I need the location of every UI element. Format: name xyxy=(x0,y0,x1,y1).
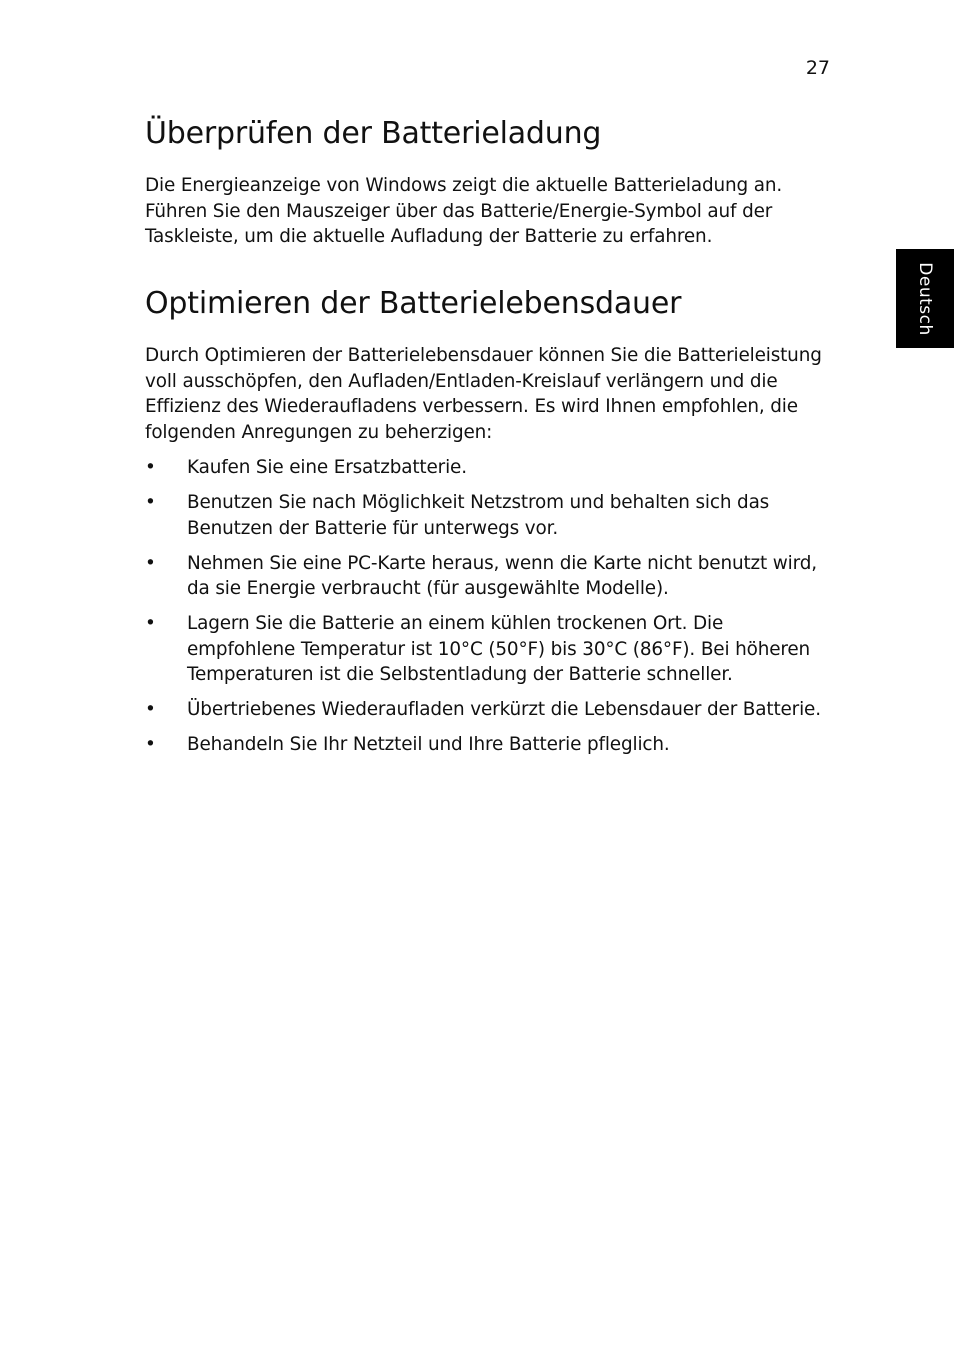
list-item-text: Lagern Sie die Batterie an einem kühlen trockenen Ort. Die empfohlene Temperatur ist 10°C (50°F) bis 30°C (86°F). Bei höheren Temperaturen ist die Selbstentladung der Batterie schneller. xyxy=(187,613,811,685)
list-item-text: Behandeln Sie Ihr Netzteil und Ihre Batterie pfleglich. xyxy=(187,734,670,755)
list-item xyxy=(145,455,835,481)
list-item xyxy=(145,611,835,688)
section-paragraph-battery-optimize: Durch Optimieren der Batterielebensdauer können Sie die Batterieleistung voll ausschöpfen, den Aufladen/Entladen-Kreislauf verlängern und die Effizienz des Wiederaufladens verbessern. Es wird Ihnen empfohlen, die folgenden Anregungen zu beherzigen: xyxy=(145,345,822,443)
bullet-icon: • xyxy=(145,552,156,574)
list-item xyxy=(145,551,835,602)
bullet-icon: • xyxy=(145,492,156,513)
list-item xyxy=(145,697,835,723)
section-heading-battery-optimize: Optimieren der Batterielebensdauer xyxy=(145,286,682,321)
bullet-icon: • xyxy=(145,457,156,478)
section-paragraph-battery-check: Die Energieanzeige von Windows zeigt die aktuelle Batterieladung an. Führen Sie den Mauszeiger über das Batterie/Energie-Symbol auf der Taskleiste, um die aktuelle Aufladung der Batterie zu erfahren. xyxy=(145,175,783,247)
bullet-icon: • xyxy=(145,699,156,720)
list-item xyxy=(145,490,835,541)
tips-list xyxy=(145,455,835,767)
bullet-icon: • xyxy=(145,613,156,634)
language-side-tab xyxy=(896,249,954,348)
page-number: 27 xyxy=(805,57,830,79)
section-heading-battery-check: Überprüfen der Batterieladung xyxy=(145,116,602,151)
list-item-text: Nehmen Sie eine PC-Karte heraus, wenn die Karte nicht benutzt wird, da sie Energie verbraucht (für ausgewählte Modelle). xyxy=(187,552,817,599)
list-item xyxy=(145,732,835,758)
list-item-text: Übertriebenes Wiederaufladen verkürzt die Lebensdauer der Batterie. xyxy=(187,699,821,720)
language-tab-label: Deutsch xyxy=(915,261,935,336)
bullet-icon: • xyxy=(145,734,156,755)
list-item-text: Benutzen Sie nach Möglichkeit Netzstrom und behalten sich das Benutzen der Batterie für unterwegs vor. xyxy=(187,492,770,539)
list-item-text: Kaufen Sie eine Ersatzbatterie. xyxy=(187,457,467,478)
